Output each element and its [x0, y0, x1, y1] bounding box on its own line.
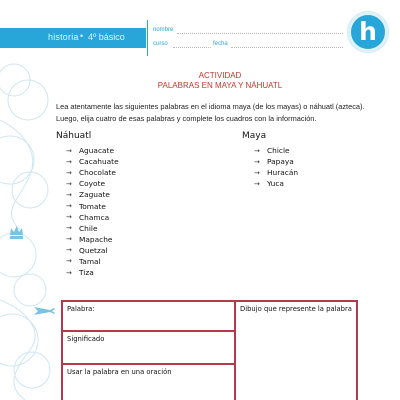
word: Chamca	[79, 212, 110, 222]
logo-letter: h	[359, 17, 377, 46]
subject-label: historia	[48, 32, 79, 42]
activity-subtitle: PALABRAS EN MAYA Y NÁHUATL	[157, 81, 283, 90]
arrow-right-icon: →	[254, 157, 260, 166]
word: Aguacate	[79, 146, 114, 156]
list-item	[66, 178, 119, 189]
list-item	[66, 200, 119, 211]
maya-title: Maya	[242, 131, 267, 141]
sentence-cell[interactable]	[63, 365, 236, 400]
list-item	[66, 189, 119, 200]
nahuatl-title: Náhuatl	[56, 131, 92, 141]
fields-divider	[147, 20, 148, 56]
list-item	[66, 145, 119, 156]
arrow-right-icon: →	[66, 146, 72, 155]
plane-icon	[34, 307, 55, 315]
list-item	[254, 145, 298, 156]
arrow-right-icon: →	[254, 146, 260, 155]
circle-h-logo	[348, 12, 388, 52]
decorative-side-column	[0, 0, 40, 400]
arrow-right-icon: →	[66, 246, 72, 255]
sentence-label: Usar la palabra en una oración	[67, 368, 172, 376]
list-item	[66, 256, 119, 267]
word-cell[interactable]	[63, 302, 236, 332]
word: Tamal	[79, 256, 101, 266]
grade-label: 4º básico	[88, 32, 125, 42]
date-field[interactable]	[231, 47, 343, 48]
date-label: fecha	[213, 41, 228, 47]
word: Chicle	[267, 146, 290, 156]
name-label: nombre	[153, 27, 174, 33]
student-fields	[147, 20, 347, 56]
activity-table	[61, 300, 358, 400]
nahuatl-word-list	[66, 145, 119, 278]
drawing-cell[interactable]	[236, 302, 356, 400]
list-item	[66, 234, 119, 245]
arrow-right-icon: →	[66, 224, 72, 233]
arrow-right-icon: →	[66, 268, 72, 277]
word: Mapache	[79, 234, 113, 244]
word: Quetzal	[79, 245, 108, 255]
arrow-right-icon: →	[254, 179, 260, 188]
list-item	[66, 167, 119, 178]
arrow-right-icon: →	[66, 213, 72, 222]
word: Tiza	[79, 268, 94, 278]
list-item	[66, 156, 119, 167]
arrow-right-icon: →	[66, 168, 72, 177]
arrow-right-icon: →	[66, 257, 72, 266]
list-item	[66, 267, 119, 278]
list-item	[254, 178, 298, 189]
word: Huracán	[267, 168, 299, 178]
arrow-right-icon: →	[254, 168, 260, 177]
meaning-cell[interactable]	[63, 332, 236, 365]
list-item	[254, 167, 298, 178]
word: Cacahuate	[79, 157, 119, 167]
arrow-right-icon: →	[66, 179, 72, 188]
word-label: Palabra:	[67, 305, 95, 313]
word: Zaguate	[79, 190, 110, 200]
meaning-label: Significado	[67, 335, 105, 343]
maya-word-list	[254, 145, 298, 189]
arrow-right-icon: →	[66, 190, 72, 199]
word: Coyote	[79, 179, 106, 189]
subject-separator: •	[80, 31, 84, 41]
subject-band	[0, 28, 146, 48]
drawing-label: Dibujo que represente la palabra	[240, 305, 352, 313]
word: Papaya	[267, 157, 294, 167]
word: Tomate	[79, 201, 106, 211]
instructions-text: Lea atentamente las siguientes palabras en el idioma maya (de los mayas) o náhuatl (azteca). Luego, elija cuatro de esas palabras y complete los cuadros con la información.	[56, 102, 365, 123]
course-field[interactable]	[173, 47, 211, 48]
decorative-swirls	[0, 0, 60, 400]
activity-title: ACTIVIDAD	[198, 71, 242, 80]
arrow-right-icon: →	[66, 157, 72, 166]
list-item	[66, 212, 119, 223]
list-item	[66, 223, 119, 234]
list-item	[254, 156, 298, 167]
word: Chocolate	[79, 168, 116, 178]
crown-icon	[10, 226, 23, 239]
list-item	[66, 245, 119, 256]
arrow-right-icon: →	[66, 202, 72, 211]
name-field[interactable]	[177, 33, 343, 34]
word: Yuca	[267, 179, 284, 189]
word: Chile	[79, 223, 98, 233]
arrow-right-icon: →	[66, 235, 72, 244]
course-label: curso	[153, 41, 168, 47]
